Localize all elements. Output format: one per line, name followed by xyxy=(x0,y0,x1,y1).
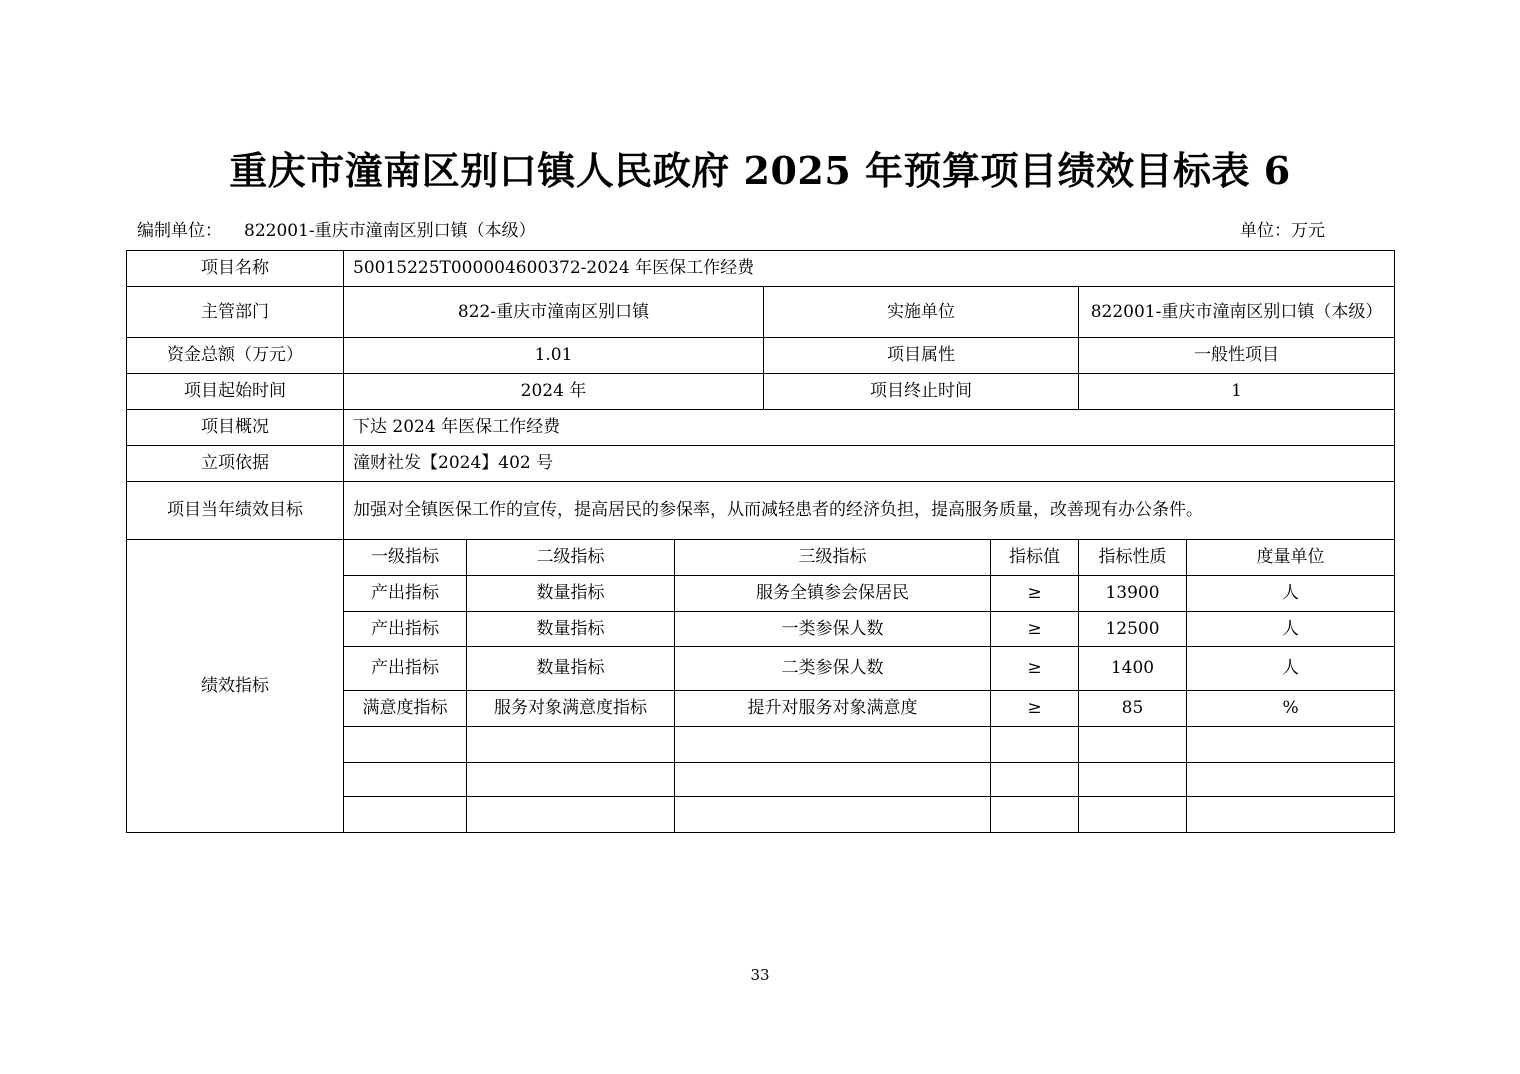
header-value: 指标值 xyxy=(991,540,1079,576)
project-name-value: 50015225T000004600372-2024 年医保工作经费 xyxy=(344,251,1395,287)
page-title: 重庆市潼南区别口镇人民政府 2025 年预算项目绩效目标表 6 xyxy=(229,148,1291,193)
header-level1: 一级指标 xyxy=(344,540,467,576)
level3-cell: 服务全镇参会保居民 xyxy=(675,576,991,612)
unit-cell: 人 xyxy=(1187,612,1395,647)
level2-cell: 服务对象满意度指标 xyxy=(467,691,675,727)
row-overview xyxy=(127,410,1395,446)
level2-cell: 数量指标 xyxy=(467,612,675,647)
performance-table xyxy=(126,250,1395,833)
unit-cell: 人 xyxy=(1187,576,1395,612)
nature-cell: 12500 xyxy=(1079,612,1187,647)
level1-cell: 产出指标 xyxy=(344,647,467,691)
value-cell: ≥ xyxy=(991,612,1079,647)
value-cell: ≥ xyxy=(991,576,1079,612)
basis-value: 潼财社发【2024】402 号 xyxy=(344,446,1395,482)
row-basis xyxy=(127,446,1395,482)
start-time-value: 2024 年 xyxy=(344,374,764,410)
dept-label: 主管部门 xyxy=(127,287,344,338)
start-time-label: 项目起始时间 xyxy=(127,374,344,410)
level1-cell: 产出指标 xyxy=(344,612,467,647)
nature-cell: 1400 xyxy=(1079,647,1187,691)
impl-unit-value: 822001-重庆市潼南区别口镇（本级） xyxy=(1079,287,1395,338)
goal-label: 项目当年绩效目标 xyxy=(127,482,344,540)
compiling-unit xyxy=(137,219,536,243)
currency-unit: 单位：万元 xyxy=(1240,221,1325,241)
row-department xyxy=(127,287,1395,338)
level1-cell: 产出指标 xyxy=(344,576,467,612)
row-funds xyxy=(127,338,1395,374)
attr-value: 一般性项目 xyxy=(1079,338,1395,374)
row-goal xyxy=(127,482,1395,540)
level3-cell: 提升对服务对象满意度 xyxy=(675,691,991,727)
row-time xyxy=(127,374,1395,410)
row-project-name xyxy=(127,251,1395,287)
value-cell: ≥ xyxy=(991,691,1079,727)
overview-label: 项目概况 xyxy=(127,410,344,446)
impl-unit-label: 实施单位 xyxy=(764,287,1079,338)
attr-label: 项目属性 xyxy=(764,338,1079,374)
header-level3: 三级指标 xyxy=(675,540,991,576)
basis-label: 立项依据 xyxy=(127,446,344,482)
indicator-header-row xyxy=(127,540,1395,576)
dept-value: 822-重庆市潼南区别口镇 xyxy=(344,287,764,338)
level2-cell: 数量指标 xyxy=(467,647,675,691)
funds-label: 资金总额（万元） xyxy=(127,338,344,374)
page-number: 33 xyxy=(750,966,770,984)
unit-cell: 人 xyxy=(1187,647,1395,691)
compiling-unit-value: 822001-重庆市潼南区别口镇（本级） xyxy=(244,221,536,241)
header-level2: 二级指标 xyxy=(467,540,675,576)
goal-value: 加强对全镇医保工作的宣传，提高居民的参保率，从而减轻患者的经济负担，提高服务质量，改善现有办公条件。 xyxy=(344,482,1395,540)
level1-cell: 满意度指标 xyxy=(344,691,467,727)
indicators-section-label: 绩效指标 xyxy=(127,540,344,833)
value-cell: ≥ xyxy=(991,647,1079,691)
level2-cell: 数量指标 xyxy=(467,576,675,612)
header-nature: 指标性质 xyxy=(1079,540,1187,576)
end-time-value: 1 xyxy=(1079,374,1395,410)
level3-cell: 一类参保人数 xyxy=(675,612,991,647)
nature-cell: 85 xyxy=(1079,691,1187,727)
header-unit: 度量单位 xyxy=(1187,540,1395,576)
nature-cell: 13900 xyxy=(1079,576,1187,612)
funds-value: 1.01 xyxy=(344,338,764,374)
overview-value: 下达 2024 年医保工作经费 xyxy=(344,410,1395,446)
compiling-unit-label: 编制单位： xyxy=(137,221,222,241)
end-time-label: 项目终止时间 xyxy=(764,374,1079,410)
unit-cell: % xyxy=(1187,691,1395,727)
project-name-label: 项目名称 xyxy=(127,251,344,287)
level3-cell: 二类参保人数 xyxy=(675,647,991,691)
